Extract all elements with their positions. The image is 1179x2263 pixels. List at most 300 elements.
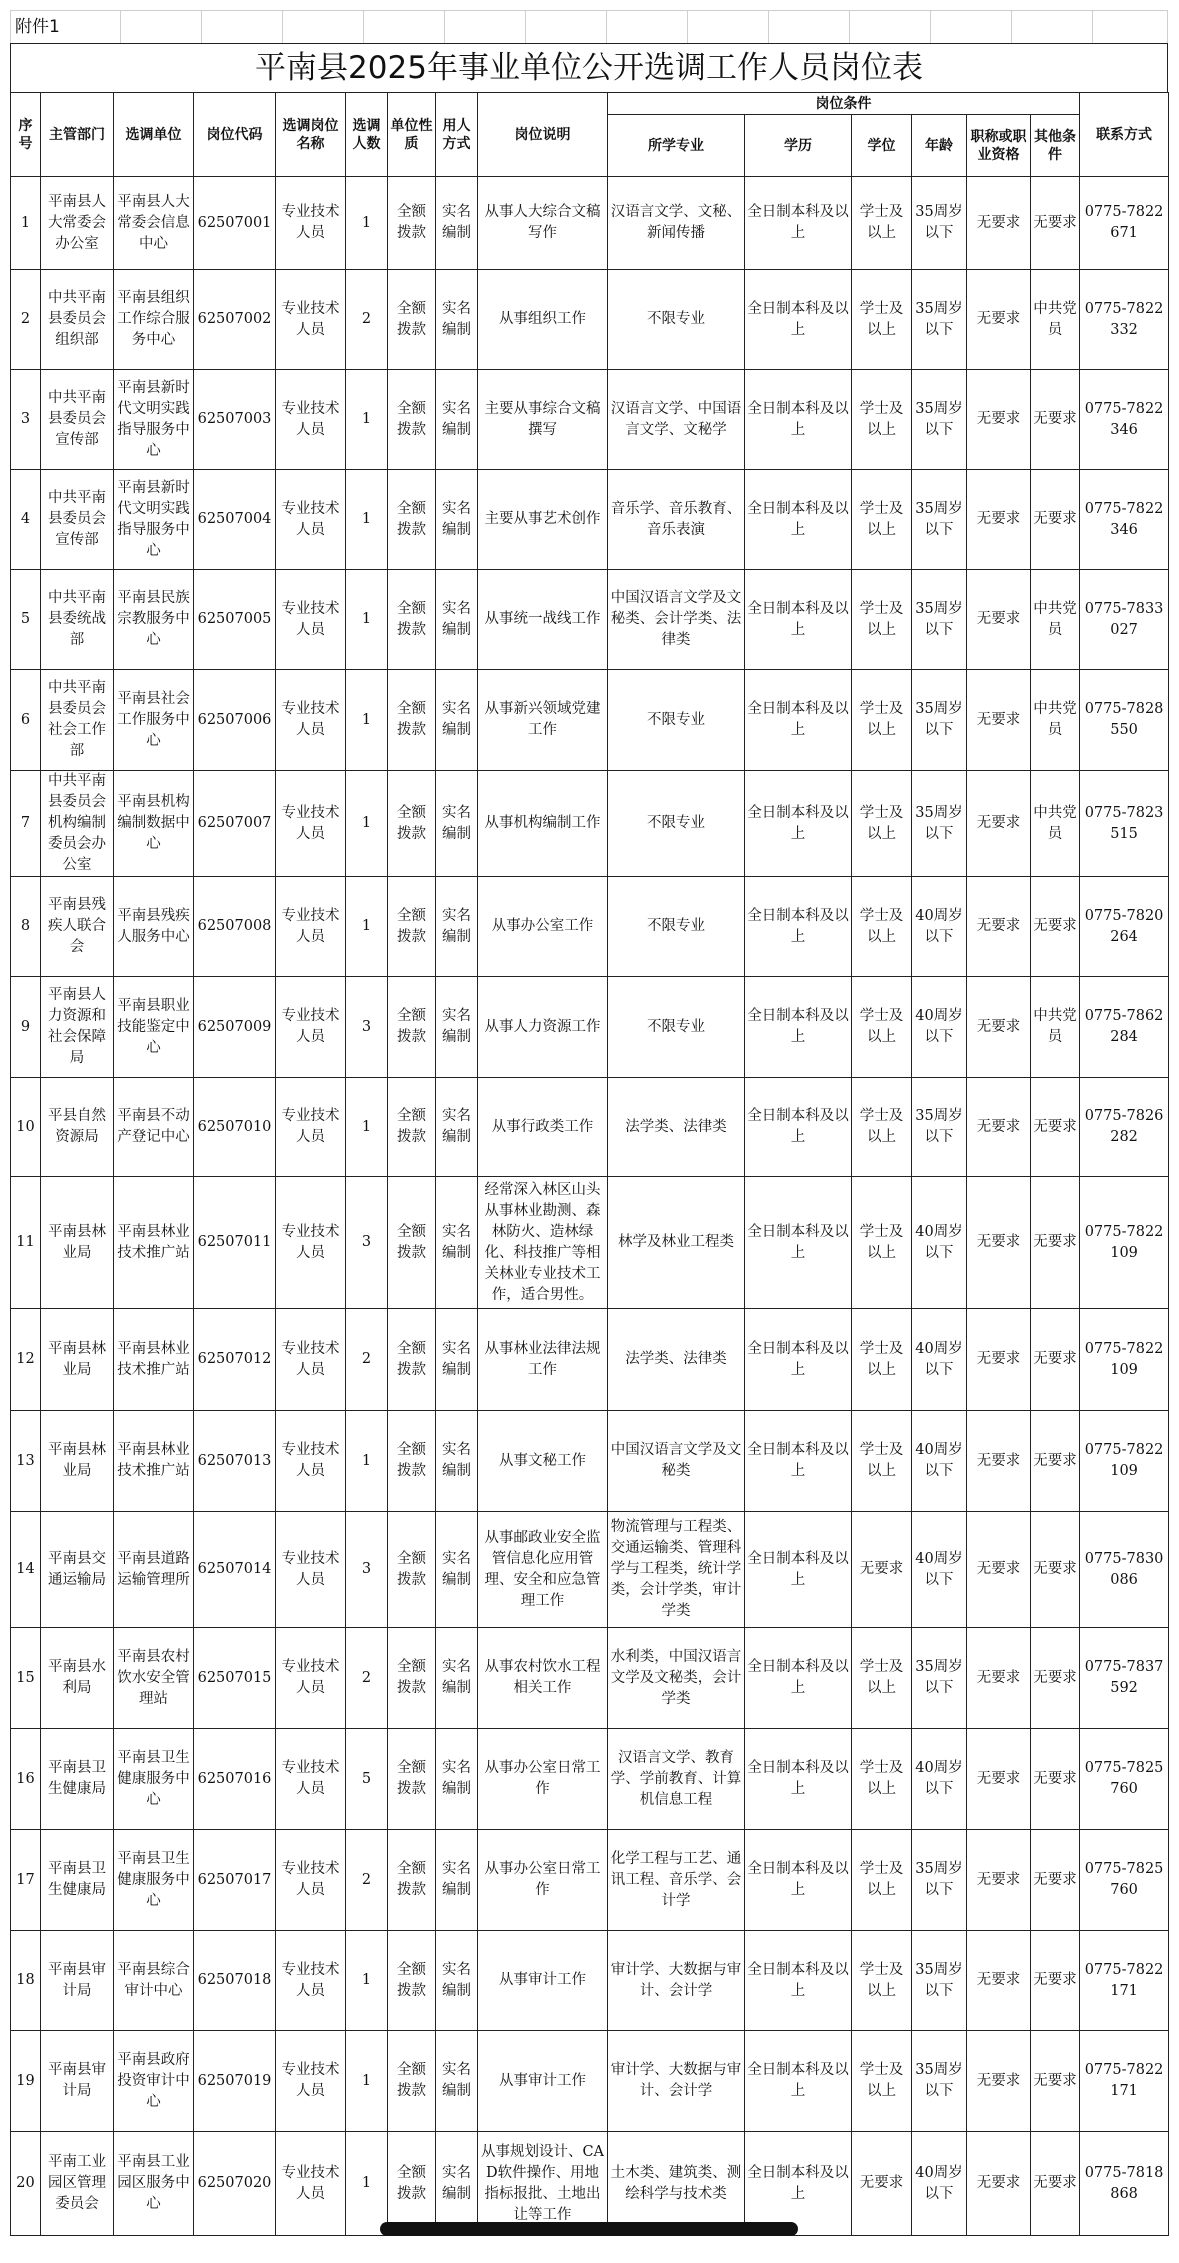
- cell-age: 40周岁以下: [912, 1411, 967, 1512]
- annex-row: [10, 10, 1168, 43]
- cell-code: 62507006: [194, 670, 276, 771]
- cell-code: 62507007: [194, 771, 276, 877]
- cell-seq: 20: [11, 2132, 41, 2236]
- cell-age: 35周岁以下: [912, 1628, 967, 1729]
- cell-nature: 全额拨款: [388, 370, 436, 470]
- header-title-req: 职称或职业资格: [967, 115, 1031, 177]
- cell-post: 专业技术人员: [276, 2132, 346, 2236]
- cell-num: 3: [346, 977, 388, 1078]
- cell-code: 62507020: [194, 2132, 276, 2236]
- cell-code: 62507008: [194, 877, 276, 977]
- cell-desc: 从事审计工作: [478, 2031, 608, 2132]
- header-major: 所学专业: [608, 115, 745, 177]
- cell-age: 40周岁以下: [912, 2132, 967, 2236]
- cell-mode: 实名编制: [436, 1512, 478, 1628]
- cell-mode: 实名编制: [436, 1411, 478, 1512]
- cell-degree: 学士及以上: [852, 270, 912, 370]
- empty-cell: [445, 11, 526, 43]
- header-post: 选调岗位名称: [276, 93, 346, 177]
- cell-dept: 平南县林业局: [41, 1411, 114, 1512]
- cell-dept: 平南县审计局: [41, 1931, 114, 2031]
- cell-degree: 学士及以上: [852, 1177, 912, 1309]
- cell-dept: 平南县卫生健康局: [41, 1830, 114, 1931]
- empty-cell: [1093, 11, 1167, 43]
- cell-dept: 平南工业园区管理委员会: [41, 2132, 114, 2236]
- cell-age: 35周岁以下: [912, 470, 967, 570]
- table-row: [11, 1078, 1169, 1177]
- cell-desc: 从事行政类工作: [478, 1078, 608, 1177]
- cell-edu: 全日制本科及以上: [745, 2031, 852, 2132]
- cell-title-req: 无要求: [967, 1309, 1031, 1411]
- cell-code: 62507009: [194, 977, 276, 1078]
- cell-contact: 0775-7826282: [1080, 1078, 1169, 1177]
- cell-dept: 平南县交通运输局: [41, 1512, 114, 1628]
- cell-degree: 学士及以上: [852, 1729, 912, 1830]
- cell-age: 40周岁以下: [912, 1729, 967, 1830]
- cell-seq: 9: [11, 977, 41, 1078]
- positions-table: [10, 92, 1169, 2236]
- cell-title-req: 无要求: [967, 370, 1031, 470]
- cell-seq: 11: [11, 1177, 41, 1309]
- cell-post: 专业技术人员: [276, 1628, 346, 1729]
- cell-other: 无要求: [1031, 1931, 1080, 2031]
- cell-edu: 全日制本科及以上: [745, 570, 852, 670]
- cell-nature: 全额拨款: [388, 570, 436, 670]
- cell-seq: 1: [11, 177, 41, 270]
- cell-nature: 全额拨款: [388, 1830, 436, 1931]
- cell-post: 专业技术人员: [276, 470, 346, 570]
- cell-mode: 实名编制: [436, 771, 478, 877]
- cell-major: 审计学、大数据与审计、会计学: [608, 2031, 745, 2132]
- cell-mode: 实名编制: [436, 1309, 478, 1411]
- page-title: 平南县2025年事业单位公开选调工作人员岗位表: [10, 43, 1168, 92]
- cell-desc: 从事办公室日常工作: [478, 1830, 608, 1931]
- cell-unit: 平南县机构编制数据中心: [114, 771, 194, 877]
- cell-major: 法学类、法律类: [608, 1078, 745, 1177]
- cell-edu: 全日制本科及以上: [745, 1078, 852, 1177]
- cell-seq: 6: [11, 670, 41, 771]
- cell-nature: 全额拨款: [388, 977, 436, 1078]
- cell-major: 汉语言文学、文秘、新闻传播: [608, 177, 745, 270]
- cell-unit: 平南县道路运输管理所: [114, 1512, 194, 1628]
- table-row: [11, 1512, 1169, 1628]
- cell-unit: 平南县新时代文明实践指导服务中心: [114, 370, 194, 470]
- table-row: [11, 270, 1169, 370]
- cell-code: 62507014: [194, 1512, 276, 1628]
- cell-major: 汉语言文学、教育学、学前教育、计算机信息工程: [608, 1729, 745, 1830]
- header-seq: 序号: [11, 93, 41, 177]
- cell-age: 40周岁以下: [912, 1309, 967, 1411]
- cell-unit: 平南县社会工作服务中心: [114, 670, 194, 771]
- cell-title-req: 无要求: [967, 1931, 1031, 2031]
- cell-contact: 0775-7828550: [1080, 670, 1169, 771]
- cell-other: 无要求: [1031, 1628, 1080, 1729]
- cell-edu: 全日制本科及以上: [745, 1931, 852, 2031]
- cell-unit: 平南县工业园区服务中心: [114, 2132, 194, 2236]
- header-other: 其他条件: [1031, 115, 1080, 177]
- cell-other: 无要求: [1031, 1078, 1080, 1177]
- empty-cell: [688, 11, 769, 43]
- cell-desc: 从事人大综合文稿写作: [478, 177, 608, 270]
- cell-dept: 中共平南县委员会社会工作部: [41, 670, 114, 771]
- cell-num: 3: [346, 1177, 388, 1309]
- cell-mode: 实名编制: [436, 370, 478, 470]
- cell-edu: 全日制本科及以上: [745, 1628, 852, 1729]
- cell-nature: 全额拨款: [388, 1309, 436, 1411]
- cell-major: 土木类、建筑类、测绘科学与技术类: [608, 2132, 745, 2236]
- scroll-indicator[interactable]: [380, 2222, 798, 2236]
- cell-desc: 从事新兴领域党建工作: [478, 670, 608, 771]
- table-row: [11, 2132, 1169, 2236]
- cell-nature: 全额拨款: [388, 1411, 436, 1512]
- table-row: [11, 771, 1169, 877]
- cell-degree: 学士及以上: [852, 1830, 912, 1931]
- cell-dept: 平南县人力资源和社会保障局: [41, 977, 114, 1078]
- cell-major: 汉语言文学、中国语言文学、文秘学: [608, 370, 745, 470]
- cell-other: 无要求: [1031, 877, 1080, 977]
- cell-unit: 平南县民族宗教服务中心: [114, 570, 194, 670]
- cell-degree: 学士及以上: [852, 1309, 912, 1411]
- cell-mode: 实名编制: [436, 670, 478, 771]
- cell-other: 无要求: [1031, 1411, 1080, 1512]
- cell-title-req: 无要求: [967, 1729, 1031, 1830]
- cell-num: 2: [346, 1628, 388, 1729]
- cell-nature: 全额拨款: [388, 670, 436, 771]
- cell-dept: 中共平南县委员会宣传部: [41, 370, 114, 470]
- cell-age: 40周岁以下: [912, 877, 967, 977]
- cell-num: 1: [346, 877, 388, 977]
- cell-desc: 从事组织工作: [478, 270, 608, 370]
- header-code: 岗位代码: [194, 93, 276, 177]
- cell-title-req: 无要求: [967, 177, 1031, 270]
- cell-title-req: 无要求: [967, 270, 1031, 370]
- cell-post: 专业技术人员: [276, 1309, 346, 1411]
- cell-edu: 全日制本科及以上: [745, 977, 852, 1078]
- cell-age: 40周岁以下: [912, 1177, 967, 1309]
- header-dept: 主管部门: [41, 93, 114, 177]
- cell-nature: 全额拨款: [388, 2132, 436, 2236]
- cell-contact: 0775-7822346: [1080, 470, 1169, 570]
- cell-other: 无要求: [1031, 370, 1080, 470]
- cell-major: 水利类，中国汉语言文学及文秘类，会计学类: [608, 1628, 745, 1729]
- cell-other: 中共党员: [1031, 270, 1080, 370]
- cell-mode: 实名编制: [436, 1729, 478, 1830]
- cell-age: 40周岁以下: [912, 1512, 967, 1628]
- cell-degree: 学士及以上: [852, 1411, 912, 1512]
- cell-code: 62507001: [194, 177, 276, 270]
- cell-major: 化学工程与工艺、通讯工程、音乐学、会计学: [608, 1830, 745, 1931]
- table-row: [11, 370, 1169, 470]
- header-desc: 岗位说明: [478, 93, 608, 177]
- cell-edu: 全日制本科及以上: [745, 670, 852, 771]
- cell-post: 专业技术人员: [276, 670, 346, 771]
- cell-num: 1: [346, 470, 388, 570]
- cell-contact: 0775-7822171: [1080, 2031, 1169, 2132]
- cell-num: 1: [346, 1411, 388, 1512]
- cell-mode: 实名编制: [436, 1628, 478, 1729]
- cell-degree: 学士及以上: [852, 977, 912, 1078]
- cell-post: 专业技术人员: [276, 1512, 346, 1628]
- cell-seq: 2: [11, 270, 41, 370]
- cell-mode: 实名编制: [436, 1078, 478, 1177]
- cell-age: 35周岁以下: [912, 1078, 967, 1177]
- cell-unit: 平南县林业技术推广站: [114, 1177, 194, 1309]
- cell-unit: 平南县不动产登记中心: [114, 1078, 194, 1177]
- cell-title-req: 无要求: [967, 1512, 1031, 1628]
- cell-degree: 无要求: [852, 2132, 912, 2236]
- cell-post: 专业技术人员: [276, 771, 346, 877]
- cell-other: 中共党员: [1031, 977, 1080, 1078]
- cell-dept: 中共平南县委统战部: [41, 570, 114, 670]
- cell-edu: 全日制本科及以上: [745, 1177, 852, 1309]
- cell-code: 62507018: [194, 1931, 276, 2031]
- cell-num: 1: [346, 670, 388, 771]
- cell-num: 1: [346, 1078, 388, 1177]
- empty-cell: [526, 11, 607, 43]
- cell-unit: 平南县卫生健康服务中心: [114, 1830, 194, 1931]
- cell-seq: 5: [11, 570, 41, 670]
- cell-num: 2: [346, 1830, 388, 1931]
- cell-major: 中国汉语言文学及文秘类、会计学类、法律类: [608, 570, 745, 670]
- cell-unit: 平南县职业技能鉴定中心: [114, 977, 194, 1078]
- cell-other: 无要求: [1031, 1177, 1080, 1309]
- cell-desc: 从事人力资源工作: [478, 977, 608, 1078]
- cell-seq: 12: [11, 1309, 41, 1411]
- cell-age: 35周岁以下: [912, 771, 967, 877]
- cell-mode: 实名编制: [436, 2132, 478, 2236]
- cell-degree: 学士及以上: [852, 570, 912, 670]
- cell-unit: 平南县新时代文明实践指导服务中心: [114, 470, 194, 570]
- cell-edu: 全日制本科及以上: [745, 470, 852, 570]
- cell-nature: 全额拨款: [388, 270, 436, 370]
- cell-num: 2: [346, 1309, 388, 1411]
- cell-num: 1: [346, 771, 388, 877]
- cell-major: 不限专业: [608, 771, 745, 877]
- table-row: [11, 1830, 1169, 1931]
- cell-edu: 全日制本科及以上: [745, 1830, 852, 1931]
- cell-dept: 平县自然资源局: [41, 1078, 114, 1177]
- cell-dept: 中共平南县委员会宣传部: [41, 470, 114, 570]
- cell-num: 2: [346, 270, 388, 370]
- cell-degree: 学士及以上: [852, 370, 912, 470]
- cell-mode: 实名编制: [436, 2031, 478, 2132]
- cell-age: 35周岁以下: [912, 1830, 967, 1931]
- cell-seq: 8: [11, 877, 41, 977]
- cell-contact: 0775-7820264: [1080, 877, 1169, 977]
- cell-post: 专业技术人员: [276, 570, 346, 670]
- cell-code: 62507015: [194, 1628, 276, 1729]
- cell-mode: 实名编制: [436, 270, 478, 370]
- cell-other: 无要求: [1031, 2132, 1080, 2236]
- cell-nature: 全额拨款: [388, 1177, 436, 1309]
- cell-major: 法学类、法律类: [608, 1309, 745, 1411]
- header-age: 年龄: [912, 115, 967, 177]
- header-conditions: 岗位条件: [608, 93, 1080, 115]
- cell-title-req: 无要求: [967, 1628, 1031, 1729]
- cell-desc: 主要从事综合文稿撰写: [478, 370, 608, 470]
- cell-nature: 全额拨款: [388, 177, 436, 270]
- cell-contact: 0775-7825760: [1080, 1830, 1169, 1931]
- empty-cell: [607, 11, 688, 43]
- cell-edu: 全日制本科及以上: [745, 1309, 852, 1411]
- cell-nature: 全额拨款: [388, 771, 436, 877]
- cell-unit: 平南县组织工作综合服务中心: [114, 270, 194, 370]
- cell-nature: 全额拨款: [388, 470, 436, 570]
- header-nature: 单位性质: [388, 93, 436, 177]
- cell-code: 62507011: [194, 1177, 276, 1309]
- cell-edu: 全日制本科及以上: [745, 270, 852, 370]
- header-unit: 选调单位: [114, 93, 194, 177]
- cell-unit: 平南县政府投资审计中心: [114, 2031, 194, 2132]
- cell-edu: 全日制本科及以上: [745, 177, 852, 270]
- cell-post: 专业技术人员: [276, 1411, 346, 1512]
- cell-seq: 16: [11, 1729, 41, 1830]
- cell-contact: 0775-7822171: [1080, 1931, 1169, 2031]
- cell-title-req: 无要求: [967, 1830, 1031, 1931]
- cell-contact: 0775-7837592: [1080, 1628, 1169, 1729]
- cell-degree: 学士及以上: [852, 670, 912, 771]
- cell-desc: 从事林业法律法规工作: [478, 1309, 608, 1411]
- cell-seq: 4: [11, 470, 41, 570]
- cell-num: 1: [346, 2132, 388, 2236]
- cell-contact: 0775-7822332: [1080, 270, 1169, 370]
- cell-degree: 学士及以上: [852, 1078, 912, 1177]
- table-row: [11, 670, 1169, 771]
- cell-seq: 18: [11, 1931, 41, 2031]
- cell-nature: 全额拨款: [388, 877, 436, 977]
- empty-cell: [202, 11, 283, 43]
- cell-major: 不限专业: [608, 977, 745, 1078]
- empty-cell: [1012, 11, 1093, 43]
- cell-title-req: 无要求: [967, 977, 1031, 1078]
- cell-degree: 学士及以上: [852, 877, 912, 977]
- cell-seq: 13: [11, 1411, 41, 1512]
- cell-post: 专业技术人员: [276, 977, 346, 1078]
- cell-contact: 0775-7825760: [1080, 1729, 1169, 1830]
- annex-label: 附件1: [11, 11, 121, 43]
- cell-desc: 从事规划设计、CAD软件操作、用地指标报批、土地出让等工作: [478, 2132, 608, 2236]
- table-row: [11, 470, 1169, 570]
- cell-code: 62507016: [194, 1729, 276, 1830]
- cell-seq: 19: [11, 2031, 41, 2132]
- cell-contact: 0775-7833027: [1080, 570, 1169, 670]
- cell-desc: 从事办公室日常工作: [478, 1729, 608, 1830]
- cell-contact: 0775-7862284: [1080, 977, 1169, 1078]
- cell-age: 35周岁以下: [912, 1931, 967, 2031]
- cell-major: 不限专业: [608, 877, 745, 977]
- cell-unit: 平南县综合审计中心: [114, 1931, 194, 2031]
- table-row: [11, 2031, 1169, 2132]
- cell-title-req: 无要求: [967, 470, 1031, 570]
- cell-dept: 平南县林业局: [41, 1309, 114, 1411]
- cell-dept: 平南县人大常委会办公室: [41, 177, 114, 270]
- header-degree: 学位: [852, 115, 912, 177]
- cell-code: 62507002: [194, 270, 276, 370]
- table-row: [11, 177, 1169, 270]
- cell-age: 35周岁以下: [912, 570, 967, 670]
- cell-degree: 学士及以上: [852, 2031, 912, 2132]
- cell-age: 35周岁以下: [912, 2031, 967, 2132]
- cell-num: 5: [346, 1729, 388, 1830]
- cell-post: 专业技术人员: [276, 270, 346, 370]
- cell-post: 专业技术人员: [276, 1177, 346, 1309]
- cell-other: 无要求: [1031, 1309, 1080, 1411]
- cell-code: 62507010: [194, 1078, 276, 1177]
- cell-num: 1: [346, 2031, 388, 2132]
- empty-cell: [283, 11, 364, 43]
- header-edu: 学历: [745, 115, 852, 177]
- cell-code: 62507004: [194, 470, 276, 570]
- cell-code: 62507012: [194, 1309, 276, 1411]
- cell-post: 专业技术人员: [276, 1830, 346, 1931]
- cell-title-req: 无要求: [967, 1078, 1031, 1177]
- cell-title-req: 无要求: [967, 2132, 1031, 2236]
- cell-code: 62507003: [194, 370, 276, 470]
- cell-post: 专业技术人员: [276, 1729, 346, 1830]
- cell-edu: 全日制本科及以上: [745, 771, 852, 877]
- table-row: [11, 977, 1169, 1078]
- cell-title-req: 无要求: [967, 877, 1031, 977]
- table-row: [11, 570, 1169, 670]
- cell-code: 62507017: [194, 1830, 276, 1931]
- cell-other: 无要求: [1031, 1729, 1080, 1830]
- cell-other: 中共党员: [1031, 570, 1080, 670]
- cell-contact: 0775-7830086: [1080, 1512, 1169, 1628]
- cell-seq: 14: [11, 1512, 41, 1628]
- cell-mode: 实名编制: [436, 1830, 478, 1931]
- cell-degree: 学士及以上: [852, 1628, 912, 1729]
- cell-mode: 实名编制: [436, 877, 478, 977]
- cell-title-req: 无要求: [967, 2031, 1031, 2132]
- cell-edu: 全日制本科及以上: [745, 370, 852, 470]
- cell-nature: 全额拨款: [388, 1078, 436, 1177]
- cell-edu: 全日制本科及以上: [745, 1411, 852, 1512]
- cell-code: 62507019: [194, 2031, 276, 2132]
- cell-desc: 经常深入林区山头从事林业勘测、森林防火、造林绿化、科技推广等相关林业专业技术工作，适合男性。: [478, 1177, 608, 1309]
- cell-post: 专业技术人员: [276, 177, 346, 270]
- cell-unit: 平南县林业技术推广站: [114, 1309, 194, 1411]
- cell-nature: 全额拨款: [388, 1628, 436, 1729]
- document-sheet: [10, 10, 1168, 2236]
- cell-seq: 3: [11, 370, 41, 470]
- cell-desc: 从事统一战线工作: [478, 570, 608, 670]
- cell-other: 无要求: [1031, 470, 1080, 570]
- cell-major: 林学及林业工程类: [608, 1177, 745, 1309]
- cell-contact: 0775-7822671: [1080, 177, 1169, 270]
- cell-nature: 全额拨款: [388, 2031, 436, 2132]
- cell-num: 1: [346, 570, 388, 670]
- cell-title-req: 无要求: [967, 670, 1031, 771]
- cell-post: 专业技术人员: [276, 2031, 346, 2132]
- cell-seq: 17: [11, 1830, 41, 1931]
- empty-cell: [931, 11, 1012, 43]
- cell-dept: 平南县水利局: [41, 1628, 114, 1729]
- cell-age: 40周岁以下: [912, 977, 967, 1078]
- cell-major: 物流管理与工程类、交通运输类、管理科学与工程类，统计学类，会计学类，审计学类: [608, 1512, 745, 1628]
- cell-degree: 无要求: [852, 1512, 912, 1628]
- table-row: [11, 877, 1169, 977]
- cell-contact: 0775-7818868: [1080, 2132, 1169, 2236]
- cell-mode: 实名编制: [436, 177, 478, 270]
- cell-mode: 实名编制: [436, 977, 478, 1078]
- cell-unit: 平南县人大常委会信息中心: [114, 177, 194, 270]
- cell-mode: 实名编制: [436, 1931, 478, 2031]
- table-row: [11, 1411, 1169, 1512]
- cell-edu: 全日制本科及以上: [745, 1729, 852, 1830]
- cell-major: 不限专业: [608, 270, 745, 370]
- cell-desc: 主要从事艺术创作: [478, 470, 608, 570]
- empty-cell: [769, 11, 850, 43]
